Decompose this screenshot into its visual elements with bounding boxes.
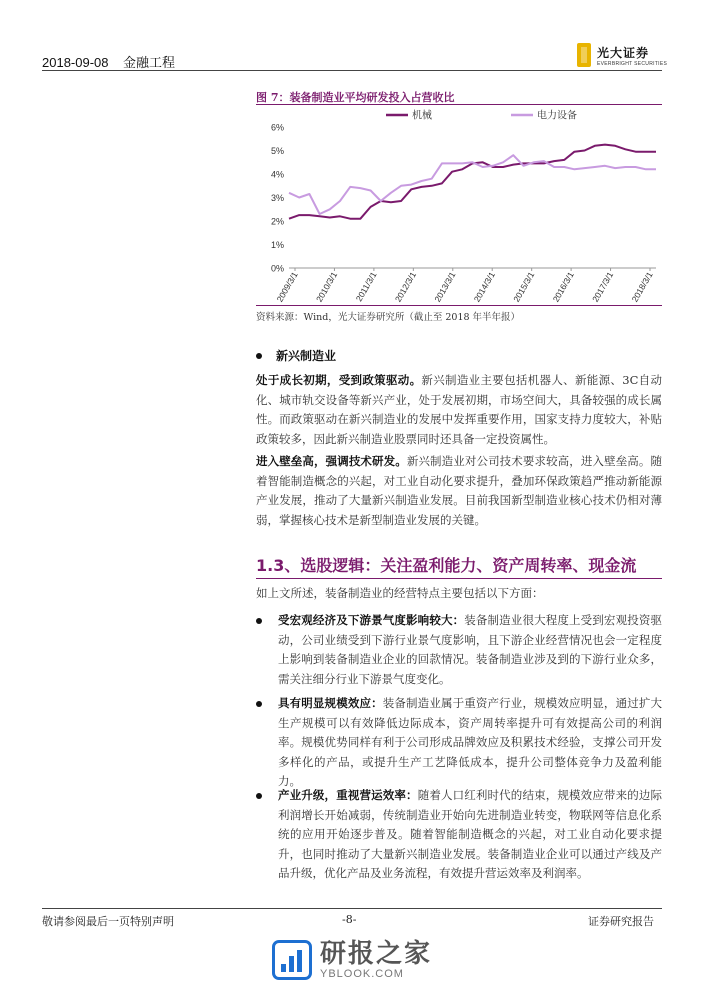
- y-tick-label: 1%: [270, 240, 284, 250]
- bullet-dot-icon: [256, 353, 262, 359]
- y-tick-label: 2%: [270, 216, 284, 227]
- y-tick-label: 3%: [270, 193, 284, 203]
- list-item-lead: 产业升级，重视营运效率：: [278, 788, 418, 802]
- figure-title: 图 7：装备制造业平均研发投入占营收比: [256, 91, 455, 104]
- x-tick-label: 2009/3/1: [274, 270, 300, 304]
- watermark-en: YBLOOK.COM: [320, 968, 404, 980]
- section-intro: 如上文所述，装备制造业的经营特点主要包括以下方面：: [256, 586, 544, 600]
- list-item: [256, 611, 662, 689]
- paragraph-body: 新兴制造业主要包括机器人、新能源、3C自动化、城市轨交设备等新兴产业，处于发展初期，市场空间大，具备较强的成长属性。而政策驱动在新兴制造业的发展中发挥重要作用，国家支持力度较大，补贴政策较多，因此新兴制造业股票同时还具备一定投资属性。: [256, 373, 662, 446]
- bullet-emerging-manufacturing: [256, 347, 336, 364]
- paragraph-growth-stage: [256, 371, 662, 449]
- list-item: [256, 694, 662, 792]
- list-item-body: 装备制造业很大程度上受到宏观投资驱动，公司业绩受到下游行业景气度影响，且下游企业经营情况也会一定程度上影响到装备制造业企业的回款情况。装备制造业涉及到的下游行业众多，需关注细分行业下游景气度变化。: [278, 613, 662, 686]
- y-tick-label: 5%: [270, 146, 284, 156]
- y-tick-label: 4%: [270, 169, 284, 180]
- x-tick-label: 2016/3/1: [550, 270, 576, 304]
- x-tick-label: 2011/3/1: [353, 270, 379, 304]
- bullet-dot-icon: [256, 701, 262, 707]
- report-category: 金融工程: [122, 55, 175, 70]
- x-tick-label: 2018/3/1: [629, 270, 655, 304]
- section-heading: 1.3、选股逻辑：关注盈利能力、资产周转率、现金流: [256, 556, 637, 575]
- watermark: [272, 940, 432, 980]
- line-chart: [256, 105, 662, 305]
- list-item-body: 装备制造业属于重资产行业，规模效应明显，通过扩大生产规模可以有效降低边际成本，资产周转率提升可有效提高公司的利润率。规模优势同样有利于公司形成品牌效应及积累技术经验，支撑公司开发多样化的产品，或提升生产工艺降低成本，提升公司整体竞争力及盈利能力。: [278, 696, 662, 788]
- bullet-label: 新兴制造业: [276, 349, 337, 363]
- figure-bottom-rule: [256, 305, 662, 306]
- everbright-logo: [577, 43, 667, 67]
- bullet-dot-icon: [256, 793, 262, 799]
- legend-label: 电力设备: [537, 110, 577, 122]
- figure-source: 资料来源：Wind，光大证券研究所（截止至 2018 年半年报）: [256, 312, 521, 323]
- list-item: [256, 786, 662, 884]
- header-divider: [42, 70, 662, 71]
- x-tick-label: 2017/3/1: [590, 270, 616, 304]
- x-tick-label: 2013/3/1: [432, 270, 458, 304]
- logo-cn: 光大证券: [597, 45, 650, 60]
- legend-label: 机械: [412, 110, 432, 122]
- page-number: -8-: [342, 913, 357, 926]
- list-item-lead: 受宏观经济及下游景气度影响较大：: [278, 613, 465, 627]
- report-header: [42, 52, 175, 71]
- list-item-body: 随着人口红利时代的结束，规模效应带来的边际利润增长开始减弱，传统制造业开始向先进制造业转变，物联网等信息化系统的应用开始逐步普及。随着智能制造概念的兴起，对工业自动化要求提升，也同时推动了大量新兴制造业发展。装备制造业企业可以通过产线及产品升级，优化产品及业务流程，有效提升营运效率及利润率。: [278, 788, 662, 880]
- bar-chart-icon: [272, 940, 312, 980]
- x-tick-label: 2012/3/1: [392, 270, 419, 304]
- x-tick-label: 2014/3/1: [471, 270, 497, 304]
- paragraph-body: 新兴制造业对公司技术要求较高，进入壁垒高。随着智能制造概念的兴起，对工业自动化要求提升，叠加环保政策趋严推动新能源产业发展，推动了大量新兴制造业发展。目前我国新型制造业核心技术仍相对薄弱，掌握核心技术是新型制造业发展的关键。: [256, 454, 663, 527]
- logo-en: EVERBRIGHT SECURITIES: [597, 60, 668, 67]
- list-item-lead: 具有明显规模效应：: [278, 696, 383, 710]
- series-line-machinery: [289, 145, 656, 219]
- footer-report-type: 证券研究报告: [588, 915, 654, 928]
- x-tick-label: 2010/3/1: [313, 270, 340, 304]
- paragraph-entry-barrier: [256, 452, 662, 530]
- logo-mark-icon: [577, 43, 591, 67]
- section-heading-rule: [256, 578, 662, 579]
- report-date: 2018-09-08: [42, 55, 109, 70]
- watermark-cn: 研报之家: [320, 939, 433, 969]
- y-tick-label: 6%: [270, 122, 284, 133]
- bullet-dot-icon: [256, 618, 262, 624]
- paragraph-lead: 进入壁垒高，强调技术研发。: [256, 454, 407, 468]
- paragraph-lead: 处于成长初期，受到政策驱动。: [256, 373, 422, 387]
- footer-disclaimer: 敬请参阅最后一页特别声明: [42, 915, 174, 928]
- x-tick-label: 2015/3/1: [511, 270, 537, 304]
- y-tick-label: 0%: [270, 263, 284, 274]
- footer-divider: [42, 908, 662, 909]
